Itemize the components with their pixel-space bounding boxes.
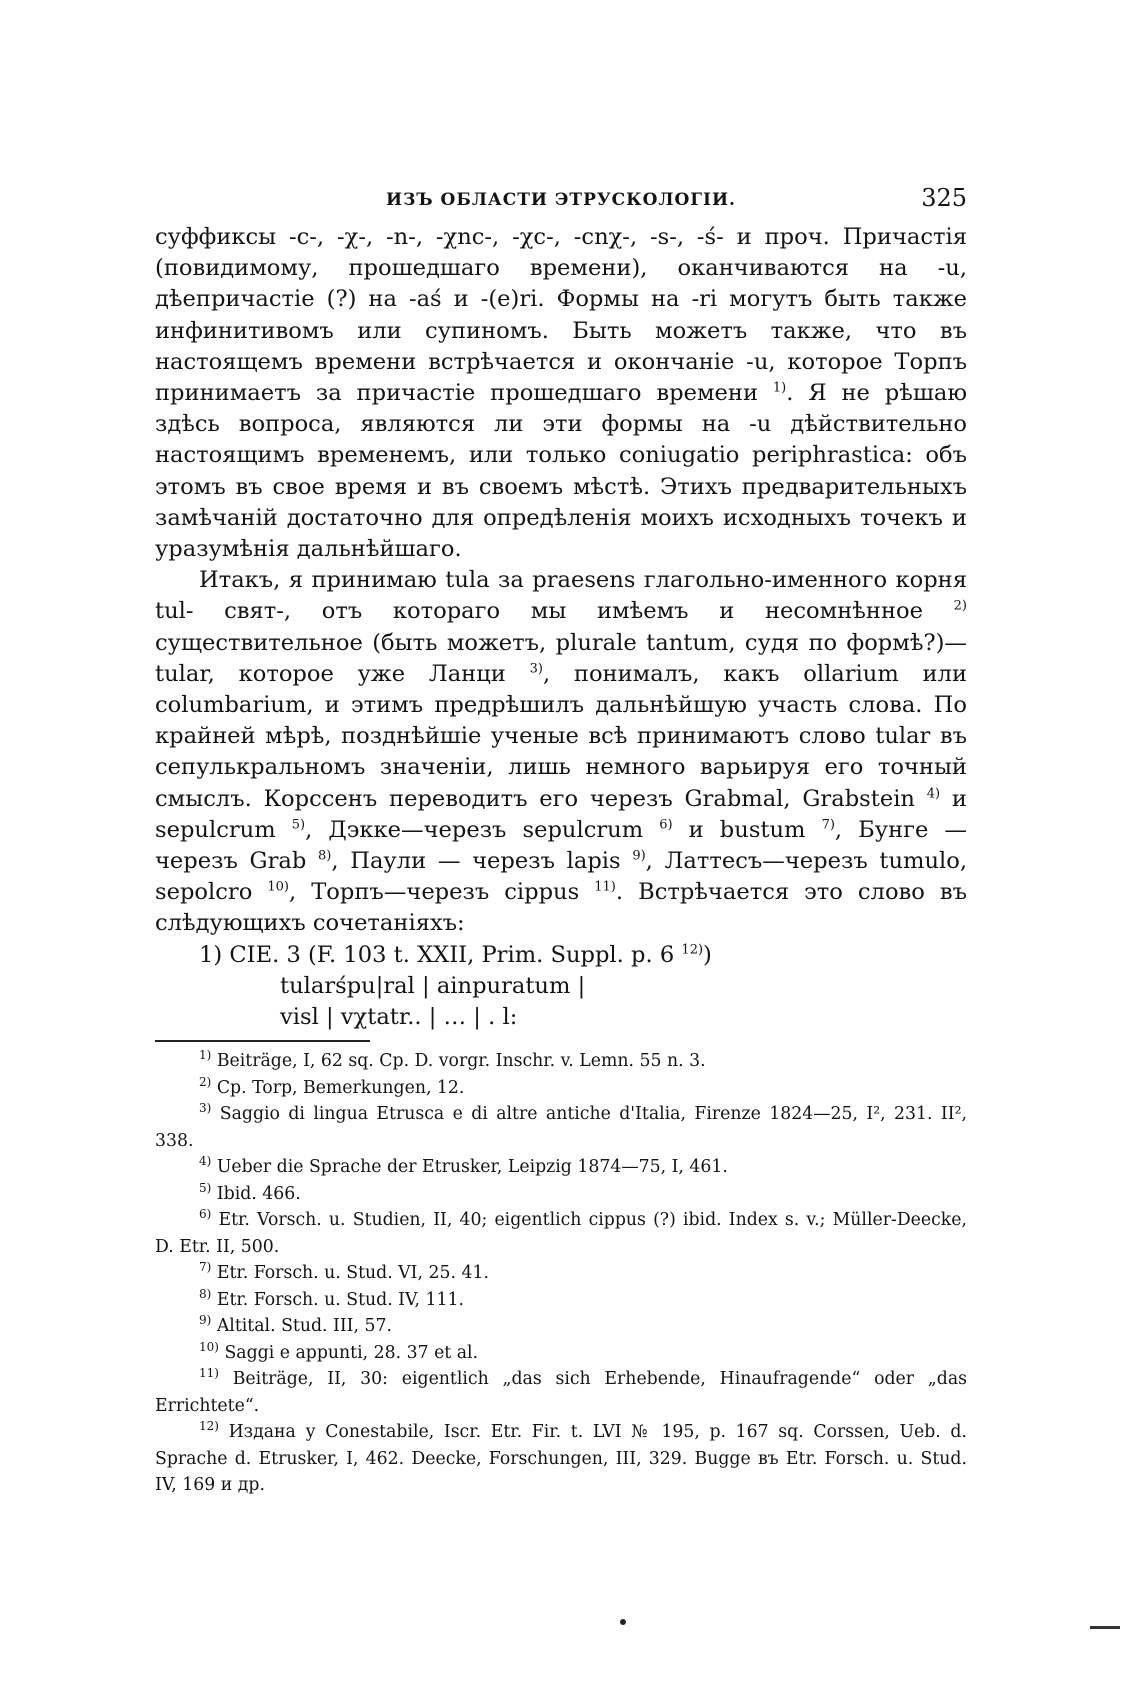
- footnote: [155, 1154, 967, 1181]
- footnote-text: Издана у Conestabile, Iscr. Etr. Fir. t. LVI № 195, p. 167 sq. Corssen, Ueb. d. Sprache d. Etrusker, I, 462. Deecke, Forschungen, III, 329. Bugge въ Etr. Forsch. u. Stud. IV, 169 и др.: [155, 1422, 967, 1495]
- running-head: [155, 184, 967, 214]
- paragraph-text: Итакъ, я принимаю tula за praesens глагольно-именного корня tul- свят-, отъ котораго мы имѣемъ и несомнѣнное: [155, 567, 967, 625]
- footnote-ref: 5): [291, 817, 306, 833]
- body-text: [155, 222, 967, 1033]
- footnote-ref: 10): [267, 879, 289, 895]
- paragraph-text: . Я не рѣшаю здѣсь вопроса, являются ли эти формы на -u дѣйствительно настоящимъ временемъ, или только coniugatio periphrastica: объ этомъ въ свое время и въ своемъ мѣстѣ. Этихъ предварительныхъ замѣчаній достаточно для опредѣленія моихъ исходныхъ точекъ и уразумѣнія дальнѣйшаго.: [155, 380, 967, 563]
- footnote: [155, 1366, 967, 1419]
- footnote-mark: 8): [199, 1286, 212, 1301]
- footnote-divider: [155, 1040, 370, 1042]
- footnote-ref: 8): [318, 848, 332, 864]
- paragraph: [155, 565, 967, 939]
- document-page: [155, 0, 967, 1693]
- footnote-text: Etr. Forsch. u. Stud. VI, 25. 41.: [216, 1263, 489, 1283]
- footnote-text: Ueber die Sprache der Etrusker, Leipzig 1874—75, I, 461.: [216, 1157, 728, 1177]
- footnote: [155, 1075, 967, 1102]
- page-number: 325: [921, 184, 967, 212]
- footnote: [155, 1340, 967, 1367]
- footnote-ref: 11): [594, 879, 616, 895]
- footnote-mark: 4): [199, 1154, 212, 1169]
- footnote-mark: 3): [199, 1101, 212, 1116]
- footnote-mark: 5): [199, 1180, 212, 1195]
- paragraph-text: , Латтесъ—черезъ tumulo, sepolcro: [155, 848, 968, 906]
- footnote-text: Etr. Forsch. u. Stud. IV, 111.: [216, 1289, 464, 1310]
- footnote: [155, 1287, 967, 1314]
- footnote-text: Beiträge, I, 62 sq. Cp. D. vorgr. Inschr. v. Lemn. 55 n. 3.: [216, 1051, 706, 1071]
- footnote: [155, 1207, 967, 1260]
- footnote-mark: 7): [199, 1260, 212, 1275]
- footnote-ref: 7): [821, 817, 835, 833]
- footnote: [155, 1048, 967, 1075]
- footnote-text: Beiträge, II, 30: eigentlich „das sich Erhebende, Hinaufragende“ oder „das Errichtete“.: [155, 1369, 967, 1416]
- paragraph-text: суффиксы -c-, -χ-, -n-, -χnc-, -χc-, -cnχ-, -s-, -ś- и проч. Причастія (повидимому, прошедшаго времени), оканчиваются на -u, дѣепричастіе (?) на -aś и -(e)ri. Формы на -ri могутъ быть также инфинитивомъ или супиномъ. Быть можетъ также, что въ настоящемъ времени встрѣчается и окончаніе -u, которое Торпъ принимаетъ за причастіе прошедшаго времени: [155, 224, 967, 407]
- footnote: [155, 1313, 967, 1340]
- footnote-text: Ibid. 466.: [216, 1183, 301, 1204]
- footnote-ref: 1): [772, 380, 787, 396]
- paragraph-text: , Торпъ—черезъ cippus: [289, 879, 580, 906]
- footnote: [155, 1260, 967, 1287]
- footnote-ref: 9): [632, 848, 646, 864]
- footnote-mark: 9): [199, 1313, 212, 1328]
- paragraph-text: , Дэкке—черезъ sepulcrum: [305, 816, 644, 843]
- print-speck: [620, 1619, 626, 1625]
- paragraph-text: , Бунге — черезъ Grab: [155, 816, 968, 875]
- footnote: [155, 1181, 967, 1208]
- footnote-text: Etr. Vorsch. u. Studien, II, 40; eigentlich cippus (?) ibid. Index s. v.; Müller-Deecke, D. Etr. II, 500.: [155, 1210, 967, 1257]
- paragraph-text: и sepulcrum: [155, 785, 967, 843]
- footnote-mark: 2): [199, 1074, 212, 1089]
- example-close: ): [703, 941, 712, 968]
- footnote-ref: 3): [529, 661, 543, 677]
- running-title: ИЗЪ ОБЛАСТИ ЭТРУСКОЛОГІИ.: [386, 190, 736, 210]
- footnote-text: Cp. Torp, Bemerkungen, 12.: [216, 1077, 465, 1098]
- footnote-ref: 6): [659, 817, 673, 833]
- paragraph-text: существительное (быть можетъ, plurale tantum, судя по формѣ?)—tular, которое уже Ланци: [155, 629, 967, 687]
- footnotes: [155, 1048, 967, 1499]
- footnote-mark: 12): [199, 1419, 219, 1434]
- footnote: [155, 1101, 967, 1154]
- paragraph-text: , понималъ, какъ ollarium или columbarium, и этимъ предрѣшилъ дальнѣйшую участь слова. По крайней мѣрѣ, позднѣйшіе ученые всѣ принимаютъ слово tular въ сепулькральномъ значеніи, лишь немного варьируя его точный смыслъ. Корссенъ переводитъ его черезъ Grabmal, Grabstein: [155, 660, 968, 812]
- inscription-line: tularśpu|ral | ainpuratum |: [280, 972, 586, 999]
- paragraph: [155, 222, 967, 565]
- paragraph-text: . Встрѣчается это слово въ слѣдующихъ сочетаніяхъ:: [155, 879, 967, 937]
- footnote-mark: 11): [199, 1366, 219, 1381]
- example-heading: [199, 940, 967, 971]
- inscription-line: visl | vχtatr.. | … | . l:: [280, 1004, 518, 1031]
- footnote-ref: 12): [681, 942, 704, 958]
- footnote-text: Saggi e appunti, 28. 37 et al.: [224, 1342, 479, 1363]
- footnote-text: Saggio di lingua Etrusca e di altre antiche d'Italia, Firenze 1824—25, I², 231. II², 338.: [155, 1104, 967, 1151]
- footnote-mark: 6): [199, 1207, 212, 1222]
- footnote: [155, 1419, 967, 1499]
- footnote-ref: 2): [953, 598, 967, 614]
- footnote-ref: 4): [926, 786, 941, 802]
- paragraph-text: , Паули — черезъ lapis: [331, 848, 621, 875]
- edge-mark: [1090, 1626, 1120, 1629]
- footnote-text: Altital. Stud. III, 57.: [216, 1316, 392, 1336]
- footnote-mark: 10): [199, 1339, 219, 1354]
- example-text: 1) CIE. 3 (F. 103 t. XXII, Prim. Suppl. p. 6: [199, 941, 675, 968]
- footnote-mark: 1): [199, 1048, 212, 1063]
- paragraph-text: и bustum: [688, 816, 806, 843]
